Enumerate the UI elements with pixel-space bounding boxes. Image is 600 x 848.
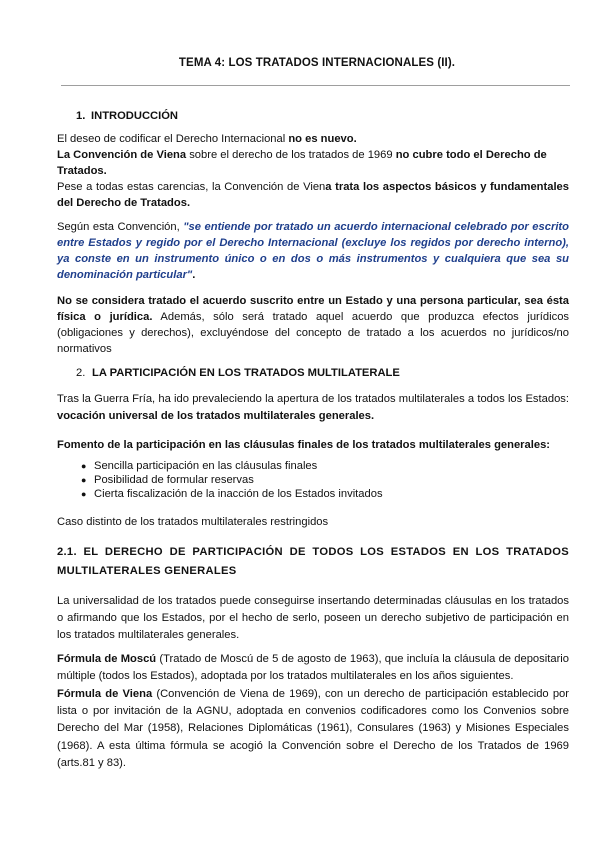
cold-war-text: Tras la Guerra Fría, ha ido prevaleciendo la apertura de los tratados multilaterales a todos los Estados: [57, 393, 569, 405]
intro-p2-bold-a: La Convención de Viena [57, 149, 187, 161]
fomento-paragraph [57, 437, 569, 453]
bullet-icon: ● [81, 489, 87, 500]
intro-paragraph-2 [57, 147, 569, 179]
list-item [81, 459, 569, 473]
exclusion-bold: No se considera tratado el acuerdo suscrito entre un Estado y una persona particular, sea ésta física o jurídica. [57, 295, 569, 323]
section-2-title: LA PARTICIPACIÓN EN LOS TRATADOS MULTILATERALE [92, 367, 400, 379]
list-item [81, 487, 569, 501]
definition-quote: "se entiende por tratado un acuerdo internacional celebrado por escrito entre Estados y regido por el Derecho Internacional (excluye los regidos por derecho interno), ya conste en un instrumento único o en dos o más instrumentos y cualquiera que sea su denominación particular" [57, 221, 569, 281]
section-2-number: 2. [76, 367, 86, 379]
cold-war-bold: vocación universal de los tratados multilaterales generales. [57, 410, 375, 422]
intro-p3-bold: a trata los aspectos básicos y fundamentales del Derecho de Tratados. [57, 181, 570, 209]
document-title: TEMA 4: LOS TRATADOS INTERNACIONALES (II). [178, 57, 456, 69]
bullet-icon: ● [81, 461, 87, 471]
vienna-formula-text: (Convención de Viena de 1969), con un derecho de participación establecido por lista o por invitación de la AGNU, adoptada en convenios codificadores como los Convenios sobre Derecho del Mar (1958), Relaciones Diplomáticas (1961), Consulares (1963) y Misiones Especiales (1968). A esta última fórmula se acogió la Convención sobre el Derecho de los Tratados de 1969 (arts.81 y 83). [57, 687, 569, 770]
bullet-icon: ● [81, 475, 87, 486]
list-item [81, 473, 569, 487]
participation-list [57, 459, 569, 502]
title-divider [61, 85, 570, 86]
definition-intro: Según esta Convención, [57, 221, 184, 233]
cold-war-paragraph [57, 391, 569, 425]
intro-p1-bold: no es nuevo. [288, 133, 357, 145]
moscow-formula-paragraph [57, 651, 569, 686]
intro-p1-text: El deseo de codificar el Derecho Internacional [57, 133, 289, 145]
definition-paragraph [57, 219, 569, 283]
exclusion-paragraph [57, 293, 569, 357]
exclusion-text: Además, sólo será tratado aquel acuerdo que produzca efectos jurídicos (obligaciones y derechos), excluyéndose del concepto de tratado a los acuerdos no jurídicos/no normativos [57, 311, 570, 355]
section-1-title: INTRODUCCIÓN [91, 110, 179, 122]
vienna-formula-bold: Fórmula de Viena [57, 687, 153, 700]
restricted-paragraph: Caso distinto de los tratados multilaterales restringidos [57, 515, 329, 528]
section-2-heading [76, 367, 569, 379]
fomento-bold: Fomento de la participación en las cláusulas finales de los tratados multilaterales generales: [57, 439, 551, 451]
list-item-text: Cierta fiscalización de la inacción de los Estados invitados [94, 488, 383, 501]
intro-p2-text: sobre el derecho de los tratados de 1969 [186, 149, 396, 161]
intro-paragraph-1 [57, 131, 569, 147]
vienna-formula-paragraph [57, 686, 569, 773]
section-2-1-heading: 2.1. EL DERECHO DE PARTICIPACIÓN DE TODOS LOS ESTADOS EN LOS TRATADOS MULTILATERALES GENERALES [57, 545, 569, 577]
moscow-formula-text: (Tratado de Moscú de 5 de agosto de 1963), que incluía la cláusula de depositario múltiple (todos los Estados), adoptada por los tratados multilaterales en los años siguientes. [57, 652, 570, 683]
list-item-text: Sencilla participación en las cláusulas finales [94, 460, 318, 472]
section-1-heading [76, 110, 569, 122]
list-item-text: Posibilidad de formular reservas [94, 474, 254, 487]
universality-paragraph: La universalidad de los tratados puede conseguirse insertando determinadas cláusulas en los tratados o afirmando que los Estados, por el hecho de serlo, poseen un derecho subjetivo de participación en los tratados multilaterales generales. [57, 594, 569, 642]
intro-paragraph-3 [57, 179, 569, 211]
intro-p2-bold-b: no cubre todo el Derecho de Tratados. [57, 149, 547, 177]
intro-p3-text: Pese a todas estas carencias, la Convención de Vien [57, 181, 326, 193]
section-1-number: 1. [76, 110, 86, 122]
moscow-formula-bold: Fórmula de Moscú [57, 652, 157, 665]
definition-end: . [192, 269, 196, 281]
